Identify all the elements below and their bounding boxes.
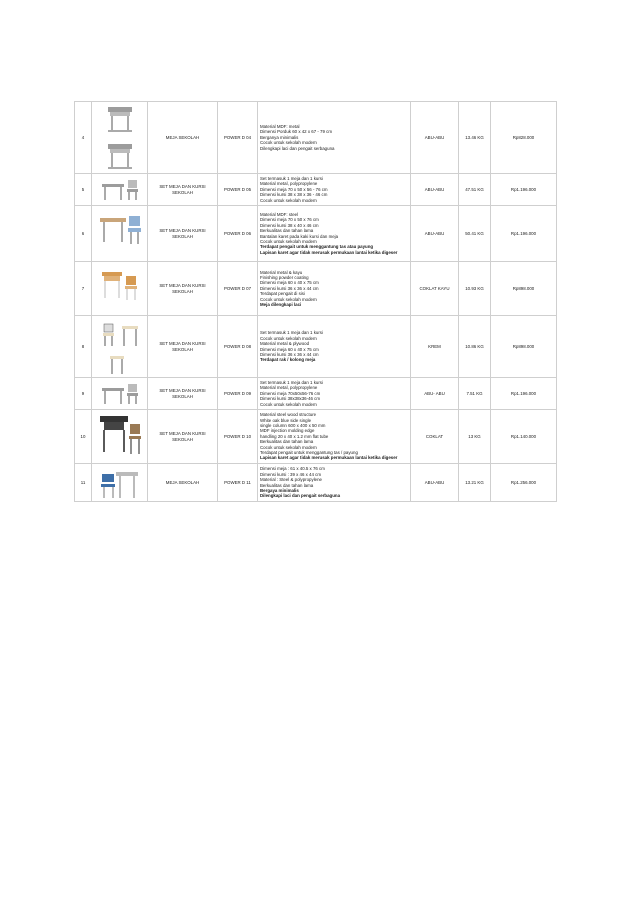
description-line: MDF injection molding edge <box>260 428 315 434</box>
product-code: POWER D 09 <box>218 378 258 410</box>
product-image-cell <box>92 174 148 206</box>
description-line: Material : Steel & polypropylene <box>260 477 322 483</box>
description-line: Dimensi meja 60 x 40 x 75 cm <box>260 346 319 352</box>
description-line: Set termasuk 1 meja dan 1 kursi <box>260 379 323 385</box>
product-image-cell <box>92 464 148 502</box>
description-line: Dilengkapi laci dan pengait serbaguna <box>260 145 335 151</box>
description-line: Terdapat pengait untuk menggantung tas / payung <box>260 450 358 456</box>
product-table <box>74 101 557 502</box>
description-line: Lapisan karet agar tidak merusak permukaan lantai ketika digeser <box>260 455 398 461</box>
product-color: COKLAT KAYU <box>411 262 459 316</box>
description-line: Cocok untuk sekolah modern <box>260 401 317 407</box>
description-line: Dimensi kursi 38 x 40 x 46 cm <box>260 222 319 228</box>
row-number: 11 <box>75 464 92 502</box>
product-color: ABU-ABU <box>411 174 459 206</box>
row-number: 5 <box>75 174 92 206</box>
product-description <box>258 102 411 174</box>
product-color: ABU-ABU <box>411 206 459 262</box>
product-price: Rp1.196.000 <box>491 206 557 262</box>
product-weight: 7.51 KG <box>459 378 491 410</box>
product-name: SET MEJA DAN KURSI SEKOLAH <box>148 262 218 316</box>
product-price: Rp898.000 <box>491 316 557 378</box>
row-number: 7 <box>75 262 92 316</box>
product-image-cell <box>92 410 148 464</box>
description-line: Material MDF: steel <box>260 211 299 217</box>
description-line: Terdapat rak / kolong meja <box>260 357 316 363</box>
description-line: Dimensi meja 70 x 50 x 56 - 76 cm <box>260 186 328 192</box>
product-weight: 10.86 KG <box>459 316 491 378</box>
description-line: Cocok untuk sekolah modern <box>260 197 317 203</box>
product-color: ABU-ABU <box>411 102 459 174</box>
product-name: MEJA SEKOLAH <box>148 464 218 502</box>
description-line: Dimensi meja 60 x 40 x 75 cm <box>260 280 319 286</box>
row-number: 6 <box>75 206 92 262</box>
product-image-cell <box>92 102 148 174</box>
table-row <box>75 102 557 174</box>
product-weight: 13.21 KG <box>459 464 491 502</box>
description-line: Bergaya minimalis <box>260 487 299 493</box>
product-price: Rp1.196.000 <box>491 378 557 410</box>
product-code: POWER D 05 <box>218 174 258 206</box>
product-description <box>258 410 411 464</box>
product-price: Rp898.000 <box>491 262 557 316</box>
product-photo <box>96 318 144 376</box>
row-number: 9 <box>75 378 92 410</box>
description-line: Dimensi kursi 36 x 36 x 44 cm <box>260 285 319 291</box>
row-number: 8 <box>75 316 92 378</box>
description-line: handling 20 x 40 x 1.2 mm flat tube <box>260 433 329 439</box>
product-photo <box>96 380 144 408</box>
product-price: Rp1.140.000 <box>491 410 557 464</box>
product-photo <box>96 104 144 172</box>
description-line: Set termasuk 1 meja dan 1 kursi <box>260 175 323 181</box>
product-code: POWER D 11 <box>218 464 258 502</box>
product-description <box>258 206 411 262</box>
description-line: Dimensi kursi : 39 x 46 x 44 cm <box>260 471 322 477</box>
product-weight: 10.93 KG <box>459 262 491 316</box>
product-price: Rp1.196.000 <box>491 174 557 206</box>
description-line: Dilengkapi laci dan pengait serbaguna <box>260 493 341 499</box>
product-code: POWER D 08 <box>218 316 258 378</box>
description-line: Material metal, polypropylene <box>260 181 318 187</box>
description-line: Cocok untuk sekolah modern <box>260 444 317 450</box>
table-row <box>75 464 557 502</box>
description-line: Dimensi kursi 36 x 36 x 44 cm <box>260 351 319 357</box>
description-line: Dimensi Porduk 60 x 42 x 67 - 79 cm <box>260 129 332 135</box>
table-row <box>75 262 557 316</box>
description-line: Dimensi kursi 38x38x36-46 cm <box>260 396 321 402</box>
product-color: ABU- ABU <box>411 378 459 410</box>
product-price: Rp1.256.000 <box>491 464 557 502</box>
product-photo <box>96 208 144 260</box>
product-code: POWER D 04 <box>218 102 258 174</box>
product-code: POWER D 10 <box>218 410 258 464</box>
table-row <box>75 206 557 262</box>
description-line: Cocok untuk sekolah modern <box>260 238 317 244</box>
product-description <box>258 378 411 410</box>
description-line: Cocok untuk sekolah modern <box>260 335 317 341</box>
description-line: Cocok untuk sekolah modern <box>260 140 317 146</box>
product-image-cell <box>92 262 148 316</box>
table-row <box>75 174 557 206</box>
table-row <box>75 316 557 378</box>
description-line: Dimensi meja : 61 x 40.5 x 76 cm <box>260 466 325 472</box>
product-price: Rp828.000 <box>491 102 557 174</box>
description-line: Terdapat pengait untuk menggantung tas atau payung <box>260 244 374 250</box>
product-name: MEJA SEKOLAH <box>148 102 218 174</box>
description-line: Material metal & plywood <box>260 341 310 347</box>
description-line: single column 600 x 400 x 50 mm <box>260 422 326 428</box>
product-description <box>258 262 411 316</box>
product-photo <box>96 176 144 204</box>
description-line: Bantalan karet pada kaki kursi dan meja <box>260 233 339 239</box>
table-row <box>75 378 557 410</box>
description-line: Dimensi kursi 38 x 38 x 36 - 46 cm <box>260 192 328 198</box>
product-weight: 47.51 KG <box>459 174 491 206</box>
description-line: Berkualitas dan tahan lama <box>260 228 314 234</box>
product-description <box>258 316 411 378</box>
product-image-cell <box>92 378 148 410</box>
product-photo <box>96 466 144 500</box>
description-line: Material metal, polypropylene <box>260 385 318 391</box>
description-line: Lapisan karet agar tidak merusak permukaan lantai ketika digeser <box>260 249 398 255</box>
product-photo <box>96 412 144 462</box>
description-line: White oak blue side single <box>260 417 312 423</box>
row-number: 10 <box>75 410 92 464</box>
product-image-cell <box>92 316 148 378</box>
description-line: Meja dilengkapi laci <box>260 302 302 308</box>
product-description <box>258 174 411 206</box>
description-line: Berkualitas dan tahan lama <box>260 439 314 445</box>
description-line: Berkualitas dan tahan lama <box>260 482 314 488</box>
product-weight: 13 KG <box>459 410 491 464</box>
product-name: SET MEJA DAN KURSI SEKOLAH <box>148 206 218 262</box>
description-line: Material MDF: metal <box>260 123 300 129</box>
product-code: POWER D 07 <box>218 262 258 316</box>
product-description <box>258 464 411 502</box>
product-name: SET MEJA DAN KURSI SEKOLAH <box>148 174 218 206</box>
table-row <box>75 410 557 464</box>
description-line: Material steel wood structure <box>260 412 317 418</box>
product-weight: 50.41 KG <box>459 206 491 262</box>
row-number: 4 <box>75 102 92 174</box>
description-line: Dimensi meja 70 x 50 x 76 cm <box>260 217 319 223</box>
product-color: ABU-ABU <box>411 464 459 502</box>
product-color: KREM <box>411 316 459 378</box>
product-weight: 13.46 KG <box>459 102 491 174</box>
product-image-cell <box>92 206 148 262</box>
product-name: SET MEJA DAN KURSI SEKOLAH <box>148 410 218 464</box>
product-color: COKLAT <box>411 410 459 464</box>
description-line: Cocok untuk sekolah modern <box>260 296 317 302</box>
description-line: Berganya minimalis <box>260 134 299 140</box>
product-code: POWER D 06 <box>218 206 258 262</box>
product-name: SET MEJA DAN KURSI SEKOLAH <box>148 316 218 378</box>
product-name: SET MEJA DAN KURSI SEKOLAH <box>148 378 218 410</box>
description-line: Terdapat pengait di sisi <box>260 291 305 297</box>
description-line: Dimensi meja 70x50x56-76 cm <box>260 390 321 396</box>
description-line: Material metal & kayu <box>260 269 303 275</box>
product-photo <box>96 264 144 314</box>
description-line: Set termasuk 1 meja dan 1 kursi <box>260 330 323 336</box>
description-line: Finishing powder coating <box>260 274 309 280</box>
